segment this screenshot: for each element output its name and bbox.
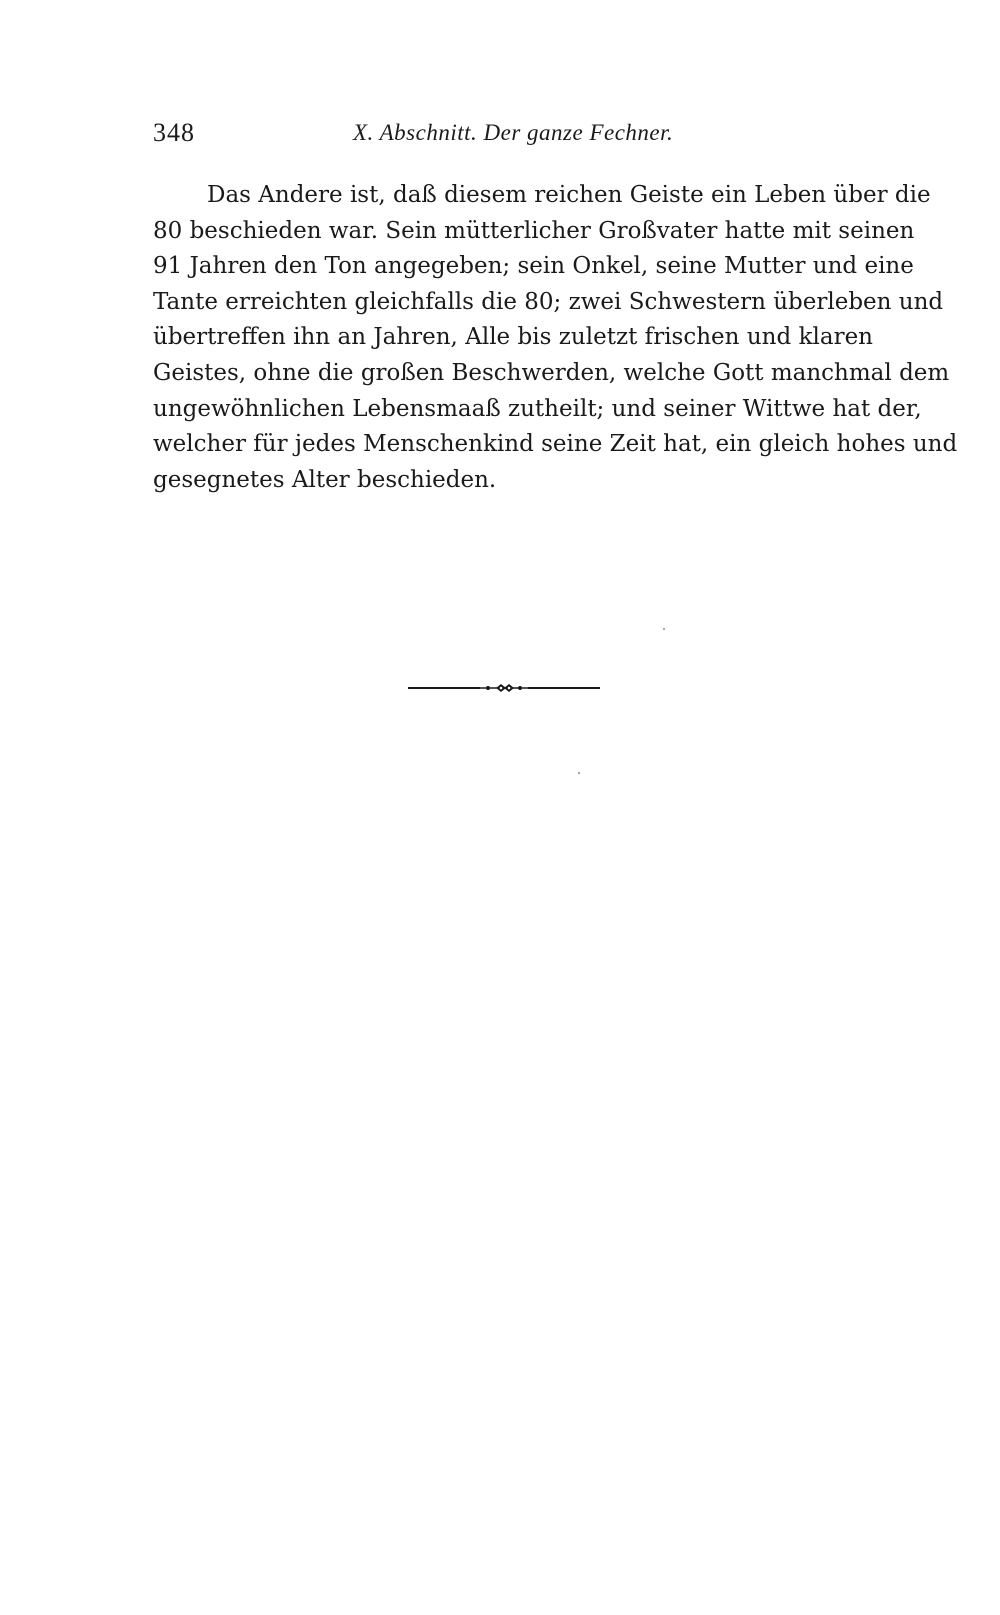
section-end-ornament	[408, 681, 600, 695]
text-line: übertreffen ihn an Jahren, Alle bis zuletzt frischen und klaren	[153, 324, 873, 351]
text-line: Tante erreichten gleichfalls die 80; zwei Schwestern überleben und	[153, 288, 944, 315]
paper-speck	[663, 628, 665, 630]
text-line: welcher für jedes Menschenkind seine Zeit hat, ein gleich hohes und	[153, 431, 958, 458]
text-line: 91 Jahren den Ton angegeben; sein Onkel, seine Mutter und eine	[153, 253, 914, 280]
page-header	[153, 118, 873, 158]
text-line: gesegnetes Alter beschieden.	[153, 466, 497, 493]
page-number: 348	[153, 118, 195, 147]
text-line: ungewöhnlichen Lebensmaaß zutheilt; und seiner Wittwe hat der,	[153, 395, 922, 422]
text-line: Geistes, ohne die großen Beschwerden, welche Gott manchmal dem	[153, 359, 950, 386]
paper-speck	[578, 772, 580, 774]
body-paragraph	[153, 178, 958, 498]
running-head: X. Abschnitt. Der ganze Fechner.	[353, 120, 674, 145]
text-line: 80 beschieden war. Sein mütterlicher Großvater hatte mit seinen	[153, 217, 915, 244]
text-line: Das Andere ist, daß diesem reichen Geiste ein Leben über die	[207, 182, 931, 208]
